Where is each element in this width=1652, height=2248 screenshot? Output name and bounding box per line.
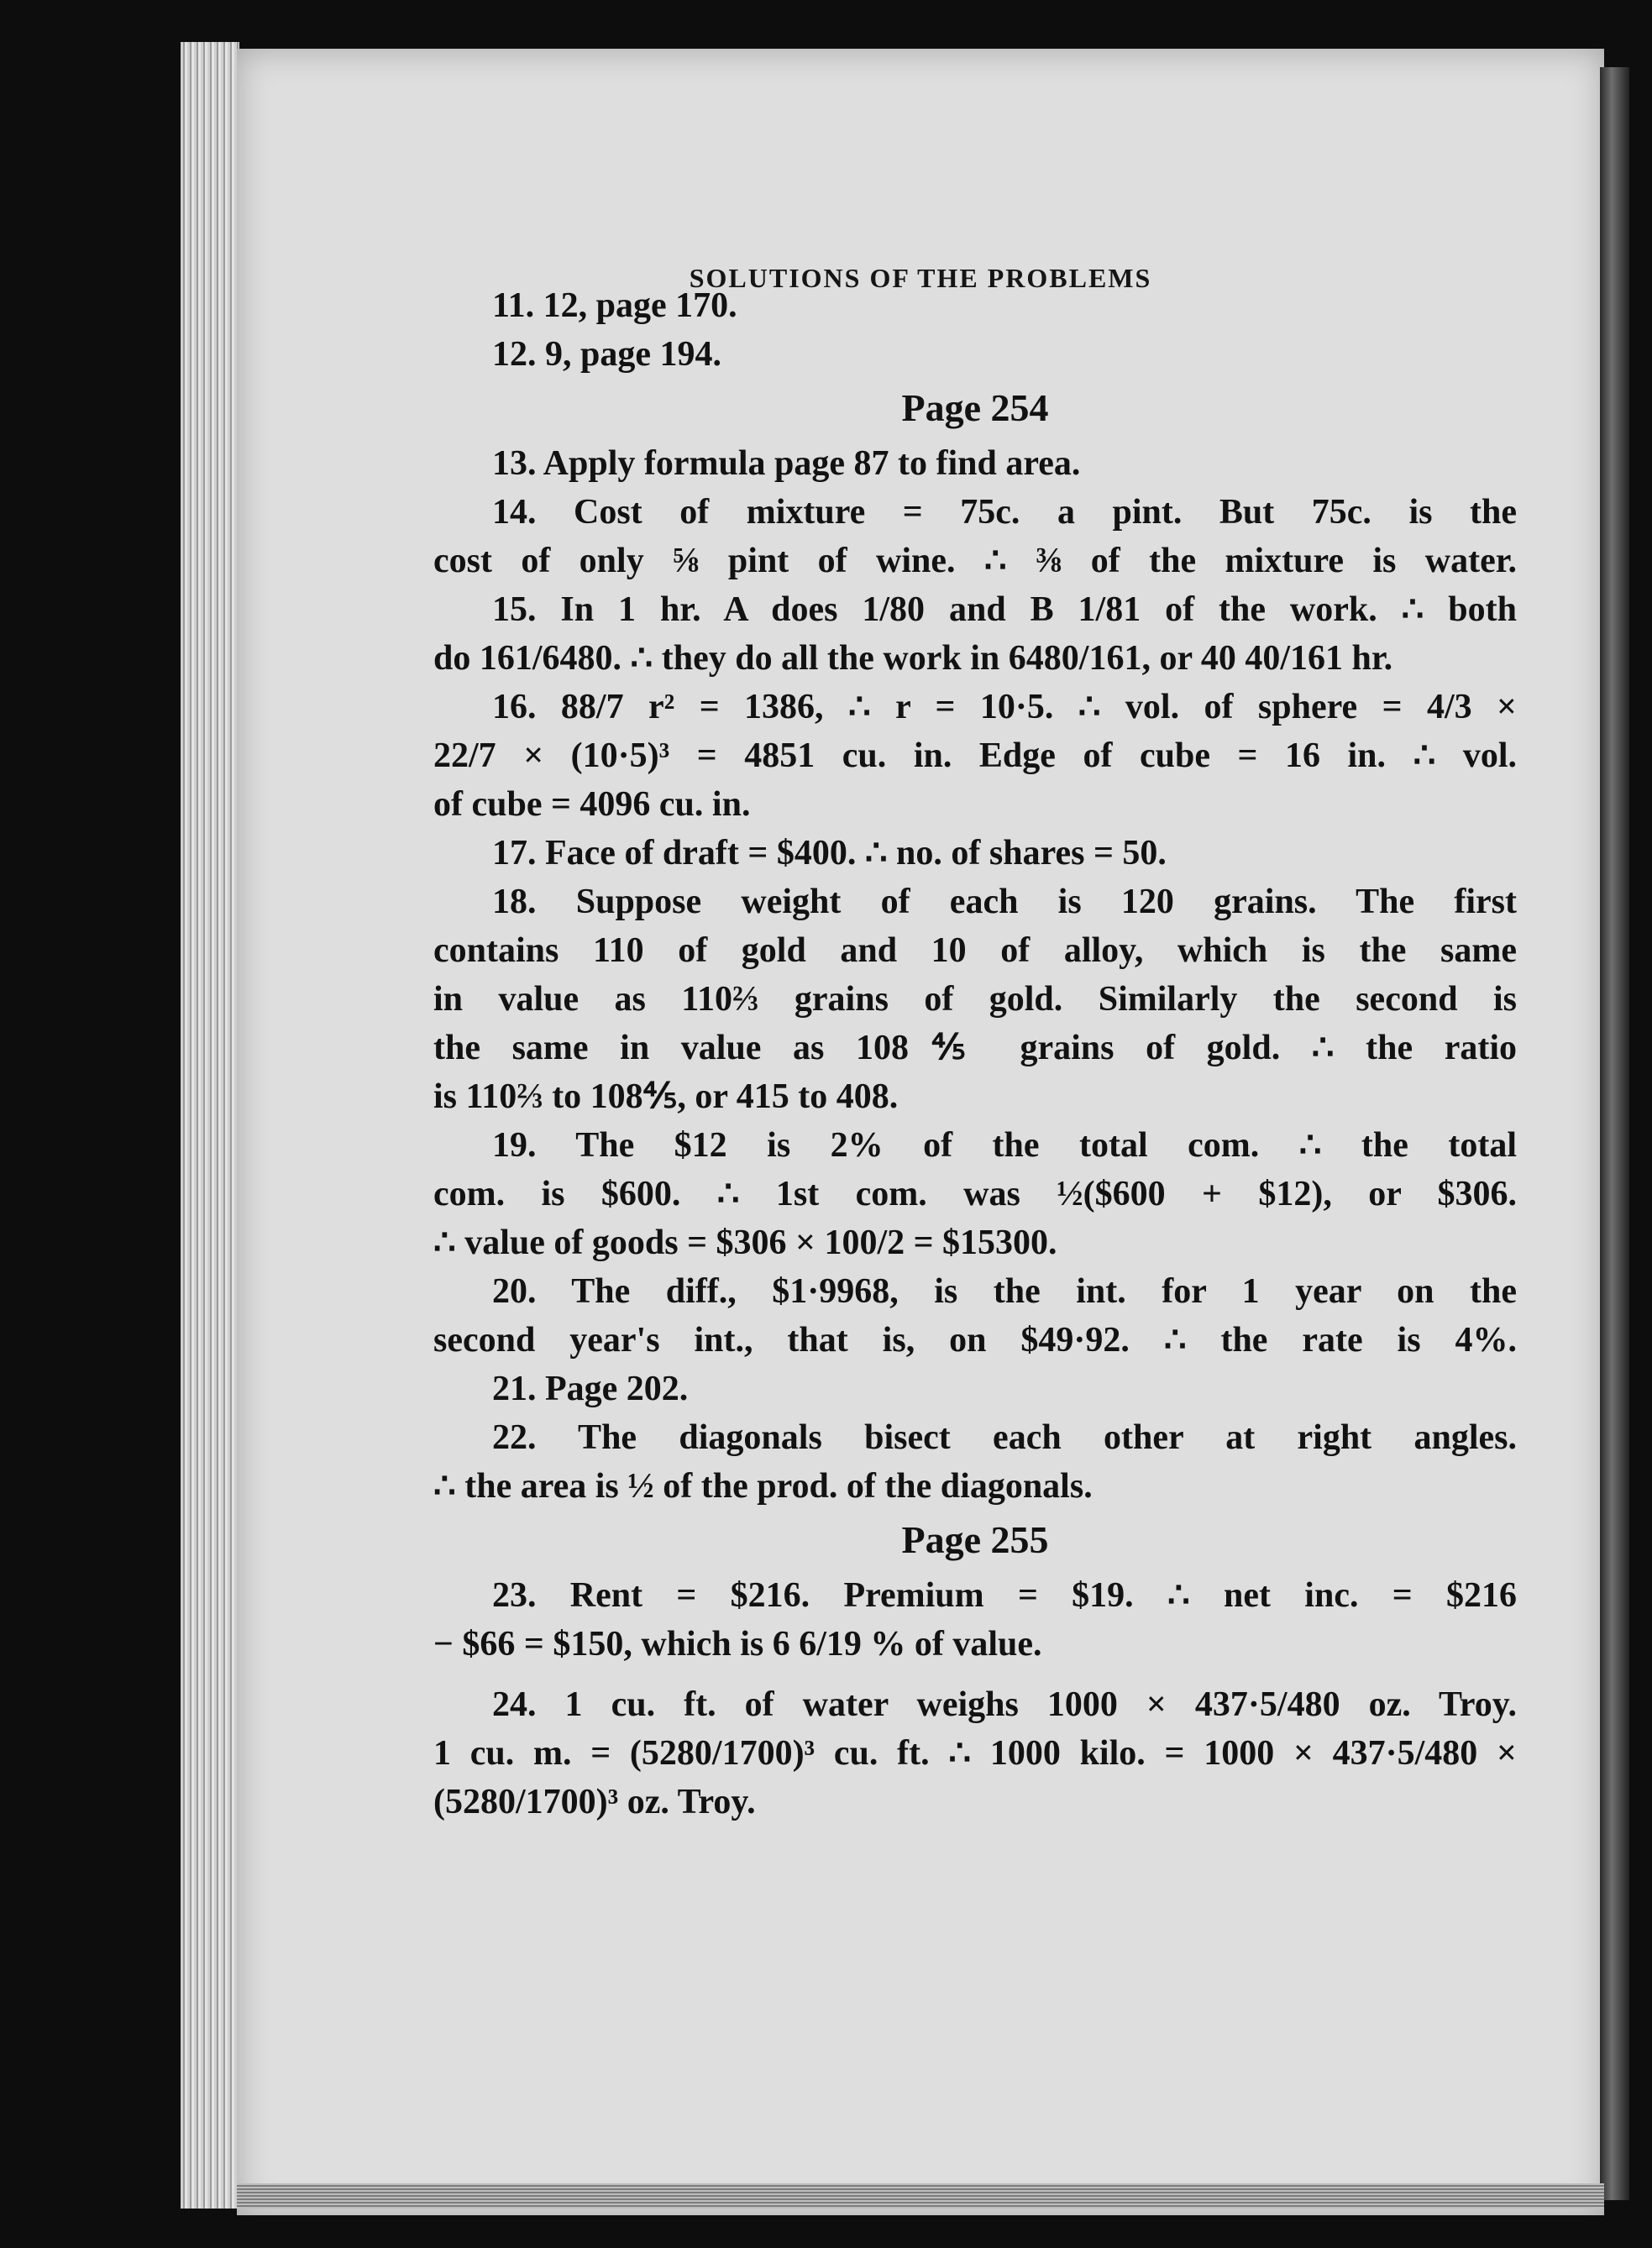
solution-line: in value as 110⅔ grains of gold. Similarly the second is bbox=[433, 980, 1517, 1019]
solution-line: is 110⅔ to 108⅘, or 415 to 408. bbox=[433, 1077, 899, 1116]
solution-line: do 161/6480. ∴ they do all the work in 6480/161, or 40 40/161 hr. bbox=[433, 639, 1393, 678]
solution-line: of cube = 4096 cu. in. bbox=[433, 785, 751, 824]
solution-line: 1 cu. m. = (5280/1700)³ cu. ft. ∴ 1000 kilo. = 1000 × 437·5/480 × bbox=[433, 1734, 1517, 1773]
solution-line: contains 110 of gold and 10 of alloy, which is the same bbox=[433, 931, 1517, 970]
solution-line: 11. 12, page 170. bbox=[492, 286, 737, 325]
solution-line: com. is $600. ∴ 1st com. was ½($600 + $12), or $306. bbox=[433, 1175, 1517, 1213]
solution-line: 18. Suppose weight of each is 120 grains. The first bbox=[492, 883, 1517, 921]
solution-line: 17. Face of draft = $400. ∴ no. of shares = 50. bbox=[492, 834, 1167, 872]
solutions-text bbox=[433, 281, 1517, 1826]
solution-line: the same in value as 108⅘ grains of gold. ∴ the ratio bbox=[433, 1029, 1517, 1067]
solution-line: cost of only ⅝ pint of wine. ∴ ⅜ of the mixture is water. bbox=[433, 542, 1517, 580]
solution-line: 24. 1 cu. ft. of water weighs 1000 × 437·5/480 oz. Troy. bbox=[492, 1685, 1517, 1724]
solution-line: 12. 9, page 194. bbox=[492, 335, 721, 374]
spacer bbox=[433, 1669, 1517, 1680]
solution-line: 14. Cost of mixture = 75c. a pint. But 75c. is the bbox=[492, 493, 1517, 532]
solution-line: 13. Apply formula page 87 to find area. bbox=[492, 444, 1081, 483]
section-heading: Page 255 bbox=[901, 1518, 1049, 1561]
solution-line: 23. Rent = $216. Premium = $19. ∴ net inc. = $216 bbox=[492, 1576, 1517, 1615]
solution-line: 20. The diff., $1·9968, is the int. for 1 year on the bbox=[492, 1272, 1517, 1311]
solution-line: (5280/1700)³ oz. Troy. bbox=[433, 1783, 756, 1821]
solution-line: 19. The $12 is 2% of the total com. ∴ the total bbox=[492, 1126, 1517, 1165]
solution-line: ∴ the area is ½ of the prod. of the diagonals. bbox=[433, 1467, 1093, 1506]
solution-line: second year's int., that is, on $49·92. ∴ the rate is 4%. bbox=[433, 1321, 1517, 1360]
solution-line: ∴ value of goods = $306 × 100/2 = $15300. bbox=[433, 1224, 1057, 1262]
page-stack-bottom-edge bbox=[237, 2183, 1604, 2209]
section-heading: Page 254 bbox=[901, 386, 1049, 429]
solution-line: 22. The diagonals bisect each other at right angles. bbox=[492, 1418, 1517, 1457]
page-gutter-right bbox=[1600, 67, 1629, 2200]
solution-line: 16. 88/7 r² = 1386, ∴ r = 10·5. ∴ vol. of sphere = 4/3 × bbox=[492, 688, 1517, 726]
solution-line: 22/7 × (10·5)³ = 4851 cu. in. Edge of cube = 16 in. ∴ vol. bbox=[433, 736, 1517, 775]
solution-line: 21. Page 202. bbox=[492, 1370, 689, 1408]
solution-line: 15. In 1 hr. A does 1/80 and B 1/81 of the work. ∴ both bbox=[492, 590, 1517, 629]
running-head: SOLUTIONS OF THE PROBLEMS bbox=[689, 263, 1152, 293]
solution-line: − $66 = $150, which is 6 6/19 % of value. bbox=[433, 1625, 1042, 1664]
page-stack-left-edge bbox=[181, 42, 239, 2209]
